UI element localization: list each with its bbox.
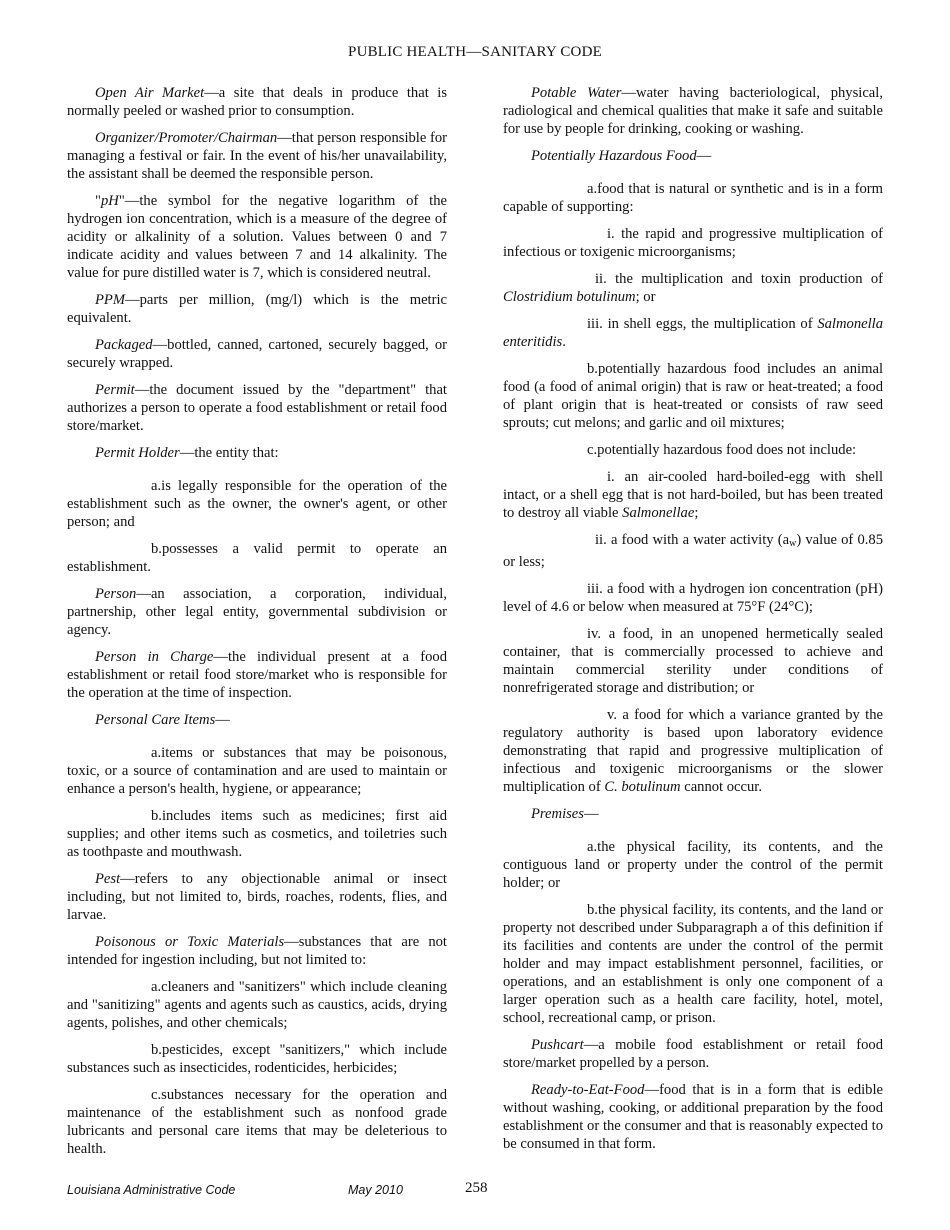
premises-item-a bbox=[503, 838, 883, 892]
item-text: items or substances that may be poisonous, toxic, or a source of contamination and are used to maintain or enhance a person's health, hygiene, or appearance; bbox=[67, 745, 447, 797]
item-text: in shell eggs, the multiplication of bbox=[607, 316, 818, 332]
definition-ppm bbox=[67, 291, 447, 327]
right-column bbox=[503, 84, 883, 1162]
term: Person in Charge bbox=[95, 649, 214, 665]
term: pH bbox=[100, 193, 119, 209]
item-label: iv. bbox=[587, 626, 602, 642]
item-text: a food for which a variance granted by the regulatory authority is based upon laboratory evidence demonstrating that rapid and progressive multiplication of infectious and toxigenic microorganisms or the slower multiplication of bbox=[503, 707, 883, 795]
item-label: a. bbox=[587, 181, 598, 197]
item-text-end: cannot occur. bbox=[680, 779, 763, 795]
item-label: a. bbox=[151, 979, 162, 995]
term: Premises bbox=[531, 806, 584, 822]
definition-ready-to-eat-food bbox=[503, 1081, 883, 1153]
permit-holder-item-a bbox=[67, 477, 447, 531]
phf-item-a-i bbox=[503, 225, 883, 261]
item-text: the rapid and progressive multiplication of infectious or toxigenic microorganisms; bbox=[503, 226, 884, 260]
definition-pest bbox=[67, 870, 447, 924]
item-text: includes items such as medicines; first aid supplies; and other items such as cosmetics, and toiletries such as toothpaste and mouthwash. bbox=[67, 808, 447, 860]
personal-care-item-b bbox=[67, 807, 447, 861]
term: Packaged bbox=[95, 337, 153, 353]
item-text: a food, in an unopened hermetically sealed container, that is commercially processed to achieve and maintain commercial sterility under conditions of nonrefrigerated storage and distribution; or bbox=[503, 626, 883, 696]
definition-person bbox=[67, 585, 447, 639]
organism-name: Clostridium botulinum bbox=[503, 289, 636, 305]
organism-name: Salmonella enteritidis bbox=[503, 316, 883, 350]
item-text: the physical facility, its contents, and the land or property not described under Subparagraph a of this definition if its facilities and contents are under the control of the permit holder and may impact establishment personnel, facilities, or operations, and an establishment is only one component of a larger operation such as a health care facility, hotel, motel, school, recreational camp, or prison. bbox=[503, 902, 883, 1026]
definition-text: —parts per million, (mg/l) which is the metric equivalent. bbox=[67, 292, 447, 326]
item-text: cleaners and "sanitizers" which include cleaning and "sanitizing" agents and agents such as caustics, acids, drying agents, polishes, and other chemicals; bbox=[67, 979, 447, 1031]
phf-item-b bbox=[503, 360, 883, 432]
item-label: i. bbox=[607, 226, 615, 242]
definition-text: —the document issued by the "department" that authorizes a person to operate a food establishment or retail food store/market. bbox=[67, 382, 447, 434]
poisonous-item-c bbox=[67, 1086, 447, 1158]
definition-text: —a site that deals in produce that is normally peeled or washed prior to consumption. bbox=[67, 85, 448, 119]
item-text: a food with a hydrogen ion concentration (pH) level of 4.6 or below when measured at 75°F (24°C); bbox=[503, 581, 883, 615]
item-text-end: ) value of 0.85 or less; bbox=[503, 532, 883, 570]
term: Permit Holder bbox=[95, 445, 180, 461]
item-text: potentially hazardous food includes an animal food (a food of animal origin) that is raw or heat-treated; a food of plant origin that is heat-treated or consists of raw seed sprouts; cut melons; and garlic and oil mixtures; bbox=[503, 361, 883, 431]
item-label: iii. bbox=[587, 581, 603, 597]
item-label: a. bbox=[587, 839, 598, 855]
definition-text: —bottled, canned, cartoned, securely bagged, or securely wrapped. bbox=[67, 337, 447, 371]
definition-text: —substances that are not intended for ingestion including, but not limited to: bbox=[67, 934, 447, 968]
item-label: a. bbox=[151, 745, 162, 761]
item-text: pesticides, except "sanitizers," which include substances such as insecticides, rodenticides, herbicides; bbox=[67, 1042, 447, 1076]
definition-text: —the individual present at a food establishment or retail food store/market who is responsible for the operation at the time of inspection. bbox=[67, 649, 448, 701]
item-text: an air-cooled hard-boiled-egg with shell intact, or a shell egg that is not hard-boiled, but has been treated to destroy all viable bbox=[503, 469, 883, 521]
term: Person bbox=[95, 586, 137, 602]
term: Potentially Hazardous Food bbox=[531, 148, 697, 164]
item-text-end: ; or bbox=[635, 289, 656, 305]
definition-text: —the symbol for the negative logarithm of the hydrogen ion concentration, which is a measure of the degree of acidity or alkalinity of a solution. Values between 0 and 7 indicate acidity and values between 7 and 14 alkalinity. The value for pure distilled water is 7, which is considered neutral. bbox=[67, 193, 447, 281]
term: Potable Water bbox=[531, 85, 622, 101]
term: Pushcart bbox=[531, 1037, 584, 1053]
term: Poisonous or Toxic Materials bbox=[95, 934, 285, 950]
phf-item-a-iii bbox=[503, 315, 883, 351]
left-column bbox=[67, 84, 447, 1167]
item-label: c. bbox=[151, 1087, 162, 1103]
definition-text: —the entity that: bbox=[179, 445, 279, 461]
term: Pest bbox=[95, 871, 121, 887]
item-label: b. bbox=[587, 902, 598, 918]
item-label: b. bbox=[587, 361, 598, 377]
phf-item-a bbox=[503, 180, 883, 216]
definition-open-air-market bbox=[67, 84, 447, 120]
phf-item-c-v bbox=[503, 706, 883, 796]
footer-source: Louisiana Administrative Code bbox=[67, 1183, 236, 1197]
item-text-end: . bbox=[562, 334, 566, 350]
phf-item-c-ii bbox=[503, 531, 883, 571]
organism-name: C. botulinum bbox=[604, 779, 681, 795]
item-label: ii. bbox=[595, 532, 607, 548]
definition-text: —water having bacteriological, physical, radiological and chemical qualities that make it safe and suitable for use by people for drinking, cooking or washing. bbox=[503, 85, 883, 137]
definition-text: —refers to any objectionable animal or insect including, but not limited to, birds, roaches, rodents, flies, and larvae. bbox=[67, 871, 447, 923]
item-label: c. bbox=[587, 442, 598, 458]
item-text: the multiplication and toxin production of bbox=[615, 271, 883, 287]
definition-potable-water bbox=[503, 84, 883, 138]
page-footer bbox=[0, 1180, 950, 1204]
definition-text: —a mobile food establishment or retail food store/market propelled by a person. bbox=[503, 1037, 883, 1071]
phf-item-c-iv bbox=[503, 625, 883, 697]
personal-care-item-a bbox=[67, 744, 447, 798]
definition-text: — bbox=[696, 148, 712, 164]
organism-name: Salmonellae bbox=[622, 505, 695, 521]
quote-close: " bbox=[118, 193, 125, 209]
definition-pushcart bbox=[503, 1036, 883, 1072]
term: PPM bbox=[95, 292, 125, 308]
item-label: iii. bbox=[587, 316, 603, 332]
term: Open Air Market bbox=[95, 85, 205, 101]
item-label: b. bbox=[151, 1042, 162, 1058]
item-label: v. bbox=[607, 707, 617, 723]
phf-item-c bbox=[503, 441, 883, 459]
item-text: a food with a water activity (a bbox=[610, 532, 790, 548]
item-text: potentially hazardous food does not include: bbox=[597, 442, 857, 458]
item-label: b. bbox=[151, 541, 162, 557]
definition-text: — bbox=[215, 712, 230, 728]
definition-ph bbox=[67, 192, 447, 282]
definition-text: —food that is in a form that is edible without washing, cooking, or additional preparation by the food establishment or the consumer and that is reasonably expected to be consumed in that form. bbox=[503, 1082, 883, 1152]
quote-open: " bbox=[95, 193, 101, 209]
definition-text: —an association, a corporation, individual, partnership, other legal entity, governmental subdivision or agency. bbox=[67, 586, 447, 638]
item-text: substances necessary for the operation and maintenance of the establishment such as nonfood grade lubricants and personal care items that may be deleterious to health. bbox=[67, 1087, 447, 1157]
phf-item-c-iii bbox=[503, 580, 883, 616]
item-text: the physical facility, its contents, and the contiguous land or property under the control of the permit holder; or bbox=[503, 839, 883, 891]
footer-date: May 2010 bbox=[348, 1183, 403, 1197]
definition-poisonous-materials bbox=[67, 933, 447, 969]
item-text: possesses a valid permit to operate an establishment. bbox=[67, 541, 447, 575]
subscript: w bbox=[789, 538, 797, 549]
item-text-end: ; bbox=[694, 505, 699, 521]
definition-packaged bbox=[67, 336, 447, 372]
definition-text: —that person responsible for managing a festival or fair. In the event of his/her unavailability, the assistant shall be deemed the responsible person. bbox=[67, 130, 447, 182]
definition-potentially-hazardous-food bbox=[503, 147, 883, 165]
item-label: ii. bbox=[595, 271, 607, 287]
definition-person-in-charge bbox=[67, 648, 447, 702]
premises-item-b bbox=[503, 901, 883, 1027]
definition-permit-holder bbox=[67, 444, 447, 462]
page-header: PUBLIC HEALTH—SANITARY CODE bbox=[348, 44, 602, 60]
definition-personal-care-items bbox=[67, 711, 447, 729]
definition-organizer bbox=[67, 129, 447, 183]
term: Permit bbox=[95, 382, 135, 398]
term: Organizer/Promoter/Chairman bbox=[95, 130, 278, 146]
item-label: a. bbox=[151, 478, 162, 494]
permit-holder-item-b bbox=[67, 540, 447, 576]
poisonous-item-b bbox=[67, 1041, 447, 1077]
page-number: 258 bbox=[465, 1180, 488, 1196]
definition-text: — bbox=[583, 806, 599, 822]
poisonous-item-a bbox=[67, 978, 447, 1032]
definition-permit bbox=[67, 381, 447, 435]
phf-item-c-i bbox=[503, 468, 883, 522]
term: Personal Care Items bbox=[95, 712, 216, 728]
definition-premises bbox=[503, 805, 883, 823]
item-text: food that is natural or synthetic and is in a form capable of supporting: bbox=[503, 181, 883, 215]
item-label: i. bbox=[607, 469, 615, 485]
phf-item-a-ii bbox=[503, 270, 883, 306]
item-label: b. bbox=[151, 808, 162, 824]
item-text: is legally responsible for the operation of the establishment such as the owner, the owner's agent, or other person; and bbox=[67, 478, 447, 530]
term: Ready-to-Eat-Food bbox=[531, 1082, 645, 1098]
